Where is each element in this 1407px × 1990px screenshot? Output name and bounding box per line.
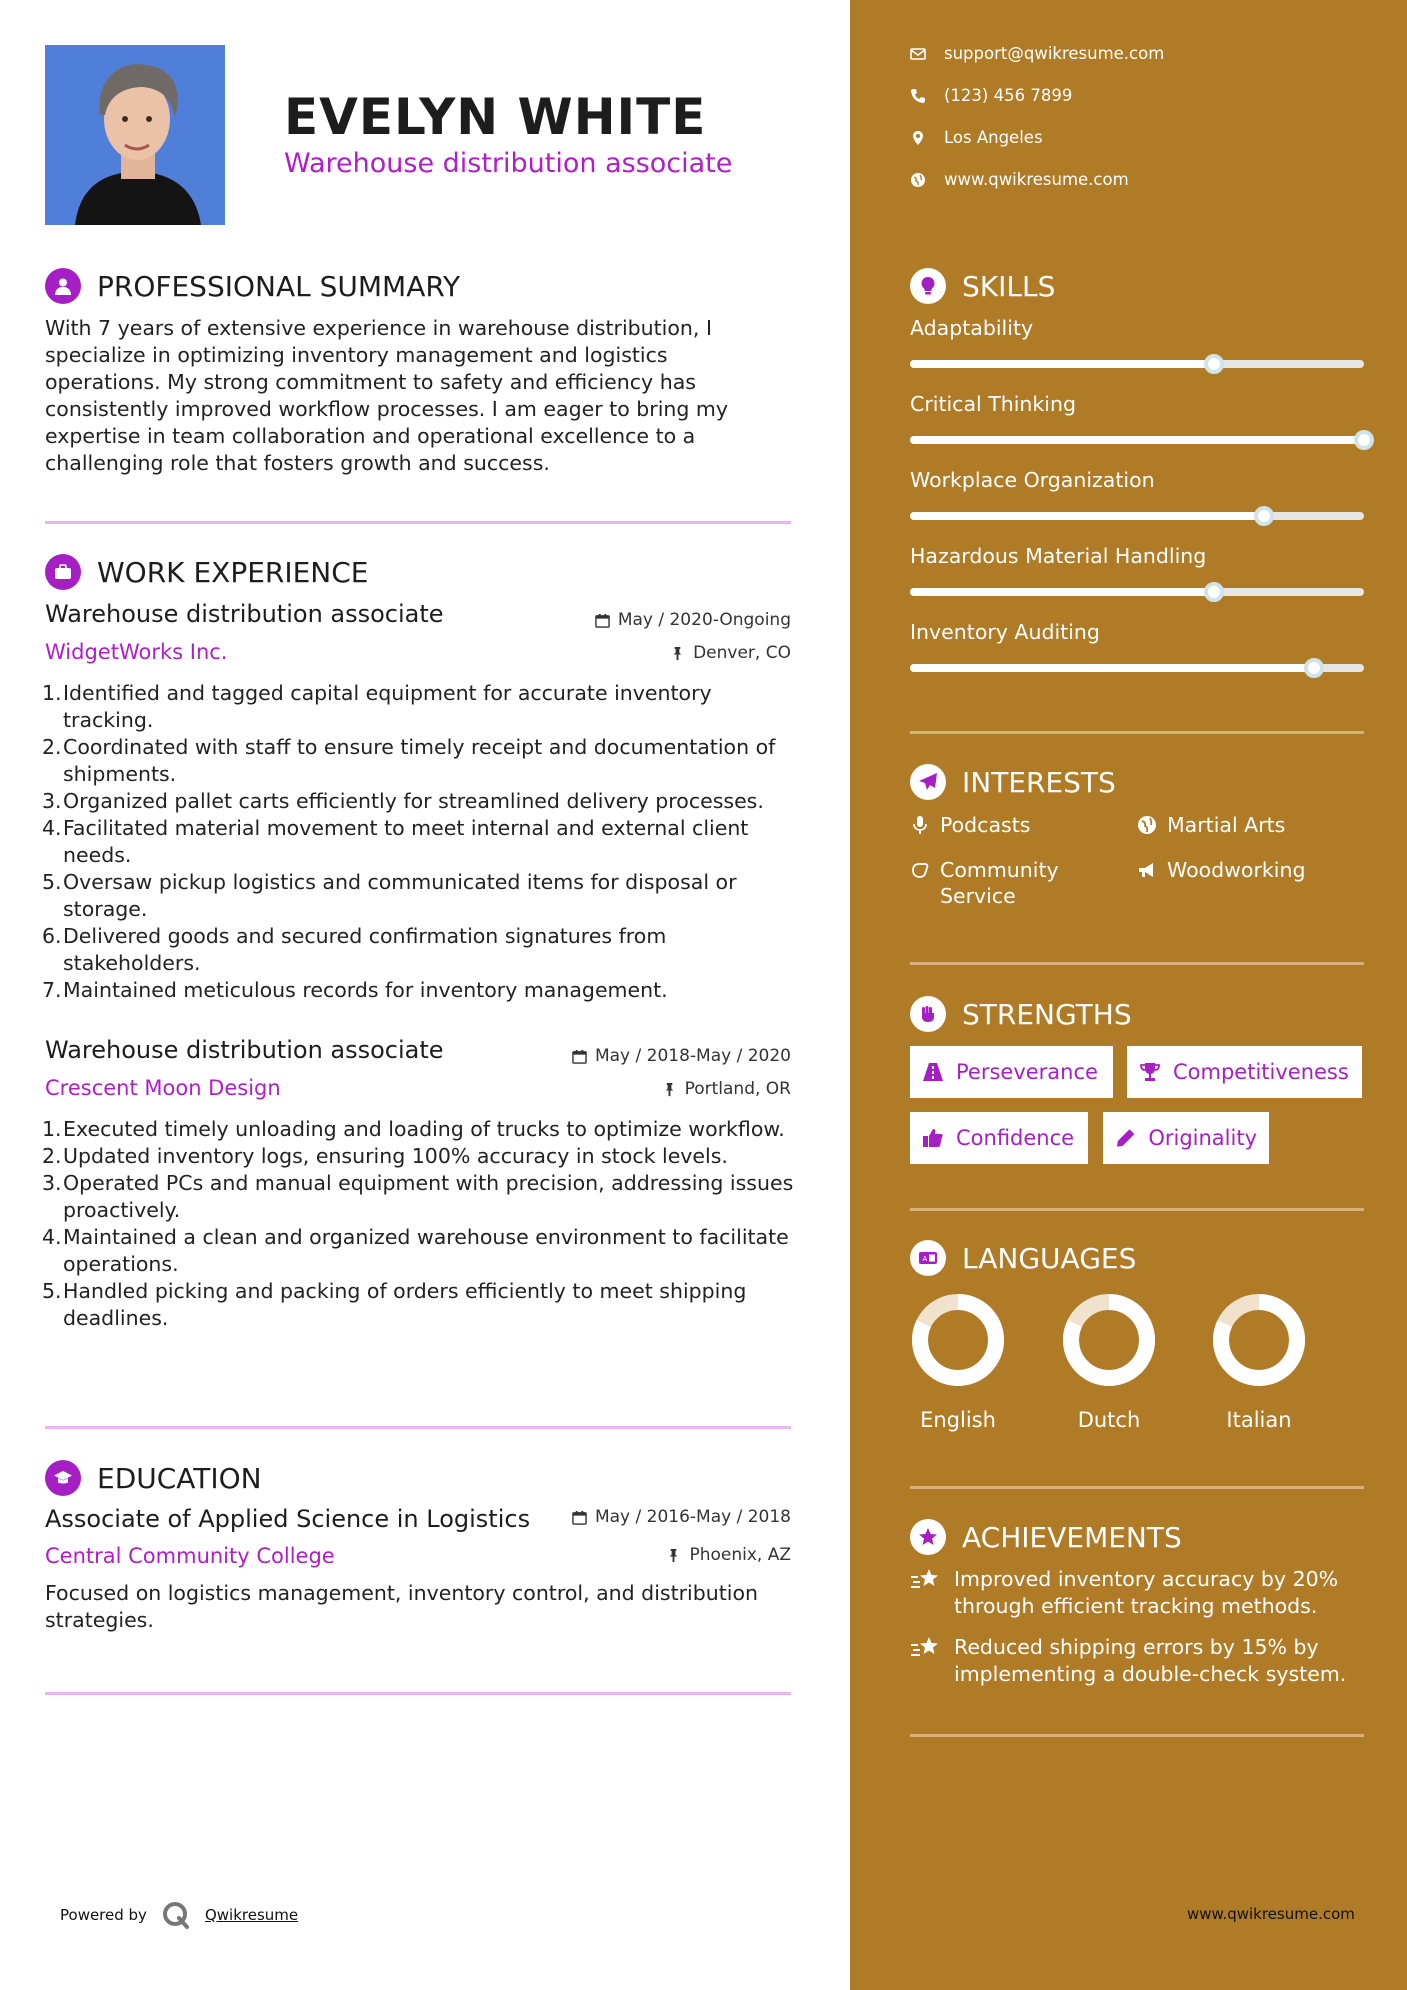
envelope-icon	[910, 46, 926, 62]
strength-chip	[910, 1112, 1088, 1164]
email-text[interactable]: support@qwikresume.com	[944, 44, 1165, 63]
job-dates-text: May / 2018-May / 2020	[594, 1046, 791, 1066]
job-company: Crescent Moon Design	[45, 1076, 281, 1100]
skill-bar	[910, 588, 1364, 596]
language-ring	[1061, 1292, 1157, 1388]
strengths-header	[910, 996, 1132, 1032]
footer-website[interactable]: www.qwikresume.com	[1187, 1905, 1355, 1923]
translate-icon	[910, 1240, 946, 1276]
strength-chip	[910, 1046, 1113, 1098]
section-title: EDUCATION	[97, 1461, 262, 1495]
strength-label: Perseverance	[956, 1060, 1098, 1084]
job-dates	[595, 610, 791, 630]
contact-location	[910, 128, 1043, 147]
megaphone-icon	[1137, 860, 1157, 880]
skill-label: Critical Thinking	[910, 392, 1076, 416]
profile-photo	[45, 45, 225, 225]
list-item: 1. Identified and tagged capital equipment for accurate inventory tracking.	[42, 681, 712, 732]
list-item: 6. Delivered goods and secured confirmation signatures from stakeholders.	[42, 924, 667, 975]
skill-bar	[910, 360, 1364, 368]
hand-icon	[910, 860, 930, 880]
trophy-icon	[1139, 1061, 1161, 1083]
skill-level-knob	[1254, 506, 1274, 526]
interest-item	[1137, 812, 1285, 838]
list-item: 1. Executed timely unloading and loading of trucks to optimize workflow.	[42, 1117, 785, 1141]
language-item	[1049, 1292, 1169, 1432]
portrait-photo-icon	[45, 45, 225, 225]
list-item: 2. Updated inventory logs, ensuring 100% accuracy in stock levels.	[42, 1144, 728, 1168]
job-location	[662, 1079, 791, 1099]
skill-bar	[910, 512, 1364, 520]
section-divider	[910, 1486, 1364, 1489]
powered-by	[60, 1900, 298, 1930]
skill-label: Workplace Organization	[910, 468, 1155, 492]
skill-bar	[910, 436, 1364, 444]
star-badge-icon	[910, 1519, 946, 1555]
list-item: 5. Oversaw pickup logistics and communicated items for disposal or storage.	[42, 870, 737, 921]
school-name: Central Community College	[45, 1544, 335, 1568]
languages-header	[910, 1240, 1136, 1276]
microphone-icon	[910, 815, 930, 835]
thumbs-up-icon	[922, 1127, 944, 1149]
job-dates	[572, 1046, 791, 1066]
language-item	[1199, 1292, 1319, 1432]
list-item: 2. Coordinated with staff to ensure timely receipt and documentation of shipments.	[42, 735, 776, 786]
language-label: English	[920, 1408, 996, 1432]
job-title: Warehouse distribution associate	[45, 600, 444, 628]
section-divider	[910, 731, 1364, 734]
interest-item	[1137, 857, 1305, 883]
contact-email[interactable]	[910, 44, 1164, 63]
section-divider	[45, 1426, 791, 1429]
candidate-name: EVELYN WHITE	[284, 88, 707, 146]
achievement-text: Reduced shipping errors by 15% by implementing a double-check system.	[954, 1635, 1347, 1686]
briefcase-icon	[45, 554, 81, 590]
section-divider	[45, 1692, 791, 1695]
achievement-item	[910, 1634, 1370, 1688]
skill-level-knob	[1304, 658, 1324, 678]
job-company: WidgetWorks Inc.	[45, 640, 228, 664]
interest-item	[910, 812, 1030, 838]
skill-level-knob	[1354, 430, 1374, 450]
interest-item	[910, 857, 1090, 909]
candidate-role: Warehouse distribution associate	[284, 148, 733, 179]
list-item: 7. Maintained meticulous records for inventory management.	[42, 978, 668, 1002]
fist-icon	[910, 996, 946, 1032]
job-location-text: Denver, CO	[693, 643, 791, 663]
user-icon	[45, 268, 81, 304]
lightbulb-icon	[910, 268, 946, 304]
phone-text[interactable]: (123) 456 7899	[944, 86, 1073, 105]
paper-plane-icon	[910, 764, 946, 800]
qwikresume-logo-icon	[161, 1900, 191, 1930]
section-divider	[910, 1734, 1364, 1737]
achievements-header	[910, 1519, 1182, 1555]
job-location	[670, 643, 791, 663]
svg-text:A: A	[922, 1255, 928, 1263]
job-bullets	[37, 1116, 797, 1332]
list-item: 4. Maintained a clean and organized warehouse environment to facilitate operations.	[42, 1225, 789, 1276]
summary-header	[45, 268, 460, 304]
pin-icon	[670, 646, 685, 661]
experience-header	[45, 554, 368, 590]
interest-label: Martial Arts	[1167, 813, 1286, 837]
road-icon	[922, 1061, 944, 1083]
pin-icon	[666, 1548, 681, 1563]
language-item	[898, 1292, 1018, 1432]
skill-bar	[910, 664, 1364, 672]
strength-chip	[1127, 1046, 1362, 1098]
interest-label: Woodworking	[1167, 858, 1306, 882]
skill-bar-fill	[910, 436, 1364, 444]
job-dates-text: May / 2020-Ongoing	[617, 610, 791, 630]
achievement-item	[910, 1566, 1370, 1620]
contact-website[interactable]	[910, 170, 1129, 189]
section-title: PROFESSIONAL SUMMARY	[97, 269, 461, 303]
skill-label: Inventory Auditing	[910, 620, 1100, 644]
globe-icon	[1137, 815, 1157, 835]
section-title: ACHIEVEMENTS	[962, 1520, 1182, 1554]
education-location-text: Phoenix, AZ	[689, 1545, 791, 1565]
calendar-icon	[572, 1510, 587, 1525]
section-title: SKILLS	[962, 269, 1056, 303]
achievement-text: Improved inventory accuracy by 20% through efficient tracking methods.	[954, 1567, 1339, 1618]
section-divider	[45, 521, 791, 524]
calendar-icon	[595, 613, 610, 628]
strength-label: Originality	[1148, 1126, 1257, 1150]
website-text[interactable]: www.qwikresume.com	[944, 170, 1129, 189]
skills-header	[910, 268, 1055, 304]
location-text: Los Angeles	[944, 128, 1043, 147]
list-item: 3. Organized pallet carts efficiently for streamlined delivery processes.	[42, 789, 764, 813]
degree-title: Associate of Applied Science in Logistics	[45, 1505, 531, 1533]
brand-link[interactable]: Qwikresume	[204, 1906, 299, 1924]
section-title: STRENGTHS	[962, 997, 1132, 1031]
pin-icon	[662, 1082, 677, 1097]
contact-phone[interactable]	[910, 86, 1072, 105]
education-dates	[572, 1507, 791, 1527]
section-divider	[910, 1208, 1364, 1211]
pencil-icon	[1115, 1127, 1136, 1149]
section-title: INTERESTS	[962, 765, 1116, 799]
section-divider	[910, 962, 1364, 965]
interest-label: Community Service	[940, 858, 1059, 908]
graduation-cap-icon	[45, 1460, 81, 1496]
job-location-text: Portland, OR	[684, 1079, 791, 1099]
powered-by-label: Powered by	[60, 1906, 147, 1924]
summary-text: With 7 years of extensive experience in warehouse distribution, I specialize in optimizing inventory management and logistics operations. My strong commitment to safety and efficiency has consistently improved workflow processes. I am eager to bring my expertise in team collaboration and operational excellence to a challenging role that fosters growth and success.	[45, 316, 729, 475]
map-marker-icon	[910, 130, 926, 146]
list-item: 3. Operated PCs and manual equipment with precision, addressing issues proactively.	[42, 1171, 794, 1222]
strength-label: Confidence	[956, 1126, 1075, 1150]
education-description: Focused on logistics management, inventory control, and distribution strategies.	[45, 1581, 759, 1632]
phone-icon	[910, 88, 926, 104]
education-header	[45, 1460, 262, 1496]
skill-label: Hazardous Material Handling	[910, 544, 1207, 568]
interests-header	[910, 764, 1116, 800]
language-label: Dutch	[1077, 1408, 1141, 1432]
shooting-star-icon	[910, 1567, 940, 1593]
interest-label: Podcasts	[940, 813, 1031, 837]
language-ring	[910, 1292, 1006, 1388]
education-dates-text: May / 2016-May / 2018	[594, 1507, 791, 1527]
skill-label: Adaptability	[910, 316, 1034, 340]
job-bullets	[37, 680, 797, 1004]
skill-bar-fill	[910, 664, 1314, 672]
job-title: Warehouse distribution associate	[45, 1036, 444, 1064]
globe-icon	[910, 172, 926, 188]
list-item: 5. Handled picking and packing of orders efficiently to meet shipping deadlines.	[42, 1279, 747, 1330]
calendar-icon	[572, 1049, 587, 1064]
section-title: WORK EXPERIENCE	[97, 555, 369, 589]
strength-label: Competitiveness	[1173, 1060, 1349, 1084]
shooting-star-icon	[910, 1635, 940, 1661]
strength-chip	[1103, 1112, 1269, 1164]
skill-bar-fill	[910, 512, 1264, 520]
language-ring	[1211, 1292, 1307, 1388]
list-item: 4. Facilitated material movement to meet internal and external client needs.	[42, 816, 749, 867]
education-location	[666, 1545, 791, 1565]
language-label: Italian	[1226, 1408, 1292, 1432]
section-title: LANGUAGES	[962, 1241, 1137, 1275]
skill-bar-fill	[910, 588, 1214, 596]
skill-bar-fill	[910, 360, 1214, 368]
